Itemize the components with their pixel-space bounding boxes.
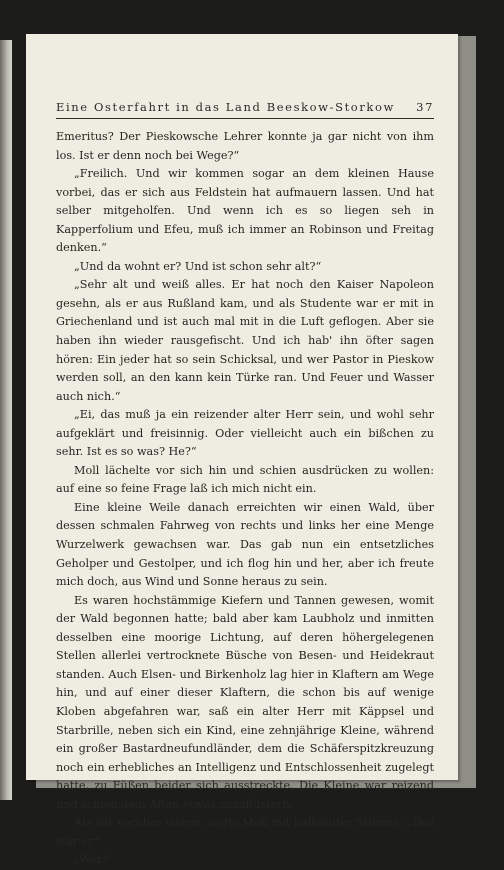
paragraph: „Sehr alt und weiß alles. Er hat noch den Kaiser Napoleon gesehn, als er aus Rußland kam, und als Studente war er mit in Griechenland und ist auch mal mit in die Luft geflogen. Aber sie haben ihn wieder rausgefischt. Und ich hab' ihn öfter sagen hören: Ein jeder hat so sein Schicksal, und wer Pastor in Pieskow werden soll, an den kann kein Türke ran. Und Feuer und Wasser auch nich.“ bbox=[56, 278, 434, 403]
paragraph: Moll lächelte vor sich hin und schien ausdrücken zu wollen: auf eine so feine Frage laß ich mich nicht ein. bbox=[56, 463, 434, 496]
paragraph: Als wir vorüber waren, sagte Moll mit halblauter Stimme: „Das war er.“ bbox=[56, 816, 434, 848]
running-title: Eine Osterfahrt in das Land Beeskow-Storkow bbox=[56, 100, 395, 114]
body-text bbox=[56, 128, 434, 870]
running-head bbox=[56, 100, 434, 114]
paragraph: „Wer?“ bbox=[74, 853, 114, 867]
paragraph: Emeritus? Der Pieskowsche Lehrer konnte ja gar nicht von ihm los. Ist er denn noch bei Wege?“ bbox=[56, 130, 434, 162]
paragraph: Es waren hochstämmige Kiefern und Tannen gewesen, womit der Wald begonnen hatte; bald aber kam Laubholz und inmitten desselben eine moorige Lichtung, auf deren höhergelegenen Stellen allerlei vertrocknete Büsche von Besen- und Heidekraut standen. Auch Elsen- und Birkenholz lag hier in Klaftern am Wege hin, und auf einer dieser Klaftern, die schon bis auf wenige Kloben abgefahren war, saß ein alter Herr mit Käppsel und Starbrille, neben sich ein Kind, eine zehnjährige Kleine, während ein großer Bastardneufundländer, dem die Schäferspitzkreuzung noch ein erhebliches an Intelligenz und Entschlossenheit zugelegt hatte, zu Füßen beider sich ausstreckte. Die Kleine war reizend und schien dem Alten etwas zuzuflüstern. bbox=[56, 593, 434, 811]
paragraph: „Und da wohnt er? Und ist schon sehr alt?“ bbox=[74, 259, 322, 273]
page-number: 37 bbox=[416, 100, 434, 114]
paragraph: Eine kleine Weile danach erreichten wir einen Wald, über dessen schmalen Fahrweg von rechts und links her eine Menge Wurzelwerk gewachsen war. Das gab nun ein entsetzliches Geholper und Gestolper, und ich flog hin und her, aber ich freute mich doch, aus Wind und Sonne heraus zu sein. bbox=[56, 500, 434, 589]
book-edge bbox=[0, 40, 12, 800]
book-page bbox=[26, 34, 458, 867]
header-rule bbox=[56, 118, 434, 119]
paragraph: „Ei, das muß ja ein reizender alter Herr sein, und wohl sehr aufgeklärt und freisinnig. Oder vielleicht auch ein bißchen zu sehr. Ist es so was? He?“ bbox=[56, 408, 434, 459]
paragraph: „Freilich. Und wir kommen sogar an dem kleinen Hause vorbei, das er sich aus Feldstein hat aufmauern lassen. Und hat selber mitgeholfen. Und wenn ich es so liegen seh in Kapperfolium und Efeu, muß ich immer an Robinson und Freitag denken.“ bbox=[56, 167, 434, 255]
